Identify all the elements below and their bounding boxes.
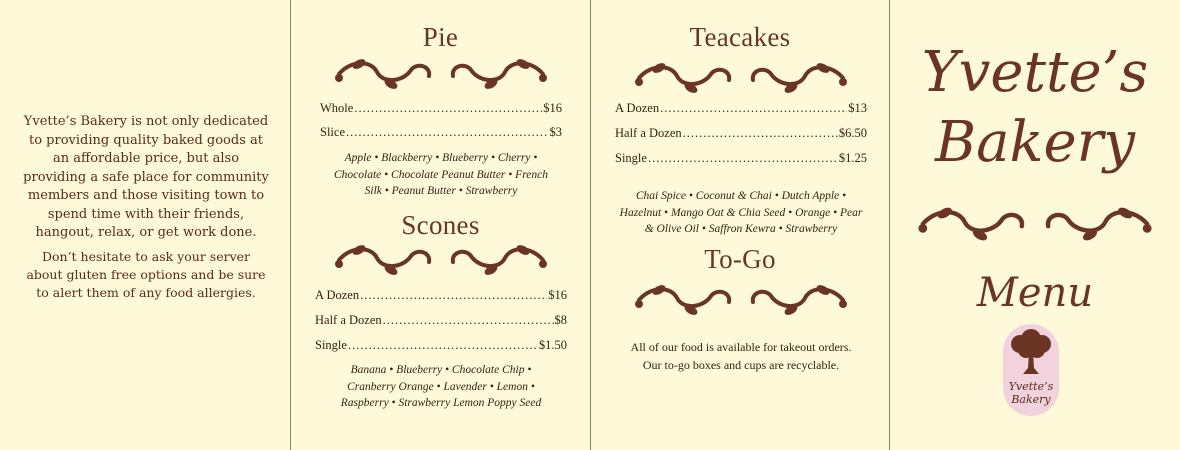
flourish-divider-icon	[331, 242, 551, 278]
leader-dots	[360, 288, 547, 303]
flourish-divider-icon	[631, 60, 851, 96]
cover-panel	[890, 0, 1180, 450]
leader-dots	[660, 101, 847, 116]
price-label: Whole	[320, 101, 354, 115]
flourish-divider-icon	[914, 202, 1156, 246]
price-row	[615, 101, 867, 116]
price-value: $1.25	[838, 151, 867, 165]
logo-line1: Yvette’s	[1008, 380, 1054, 393]
flourish-divider-icon	[331, 56, 551, 92]
price-row	[315, 338, 567, 353]
leader-dots	[383, 313, 554, 328]
pie-scones-panel	[291, 0, 591, 450]
teacakes-flavors: Chai Spice • Coconut & Chai • Dutch Apple • Hazelnut • Mango Oat & Chia Seed • Orange • Pear & Olive Oil • Saffron Kewra • Strawberry	[619, 190, 863, 235]
leader-dots	[683, 126, 838, 141]
price-value: $1.50	[538, 338, 567, 352]
intro-panel	[0, 0, 291, 450]
pie-heading: Pie	[422, 22, 459, 52]
teacakes-heading: Teacakes	[689, 22, 791, 52]
intro-text	[22, 113, 270, 302]
intro-paragraph-mission: Yvette’s Bakery is not only dedicated to providing quality baked goods at an affordable price, but also providing a safe place for community members and those visiting town to spend time with their friends, hangout, relax, or get work done.	[23, 114, 269, 240]
price-row	[320, 101, 562, 116]
scones-flavors: Banana • Blueberry • Chocolate Chip • Cranberry Orange • Lavender • Lemon • Raspberry • Strawberry Lemon Poppy Seed	[340, 364, 542, 409]
leader-dots	[354, 101, 542, 116]
flourish-divider-icon	[631, 282, 851, 318]
teacakes-togo-panel	[591, 0, 890, 450]
price-label: Single	[615, 151, 647, 165]
price-row	[615, 126, 867, 141]
tree-icon	[1006, 328, 1056, 378]
togo-heading: To-Go	[704, 244, 776, 274]
price-value: $6.50	[838, 126, 867, 140]
price-value: $13	[848, 101, 867, 115]
leader-dots	[346, 125, 549, 140]
price-row	[320, 125, 562, 140]
price-label: Single	[315, 338, 347, 352]
price-value: $16	[548, 288, 567, 302]
bakery-logo	[1003, 324, 1059, 416]
price-row	[615, 151, 867, 166]
menu-subtitle: Menu	[976, 270, 1094, 316]
leader-dots	[348, 338, 538, 353]
price-row	[315, 313, 567, 328]
brand-title-line2: Bakery	[934, 110, 1136, 175]
logo-line2: Bakery	[1011, 393, 1051, 406]
pie-flavors: Apple • Blackberry • Blueberry • Cherry • Chocolate • Chocolate Peanut Butter • French Silk • Peanut Butter • Strawberry	[334, 152, 548, 197]
price-value: $3	[549, 125, 562, 139]
price-label: Slice	[320, 125, 345, 139]
leader-dots	[648, 151, 838, 166]
brand-title-line1: Yvette’s	[921, 40, 1149, 105]
logo-wordmark	[1003, 380, 1059, 406]
price-label: A Dozen	[615, 101, 660, 115]
price-label: A Dozen	[315, 288, 360, 302]
price-label: Half a Dozen	[615, 126, 682, 140]
scones-heading: Scones	[401, 210, 480, 240]
togo-description: All of our food is available for takeout orders. Our to-go boxes and cups are recyclable.	[630, 340, 852, 372]
intro-paragraph-allergies: Don’t hesitate to ask your server about gluten free options and be sure to alert them of any food allergies.	[26, 248, 266, 300]
price-row	[315, 288, 567, 303]
price-value: $8	[554, 313, 567, 327]
price-label: Half a Dozen	[315, 313, 382, 327]
price-value: $16	[543, 101, 562, 115]
